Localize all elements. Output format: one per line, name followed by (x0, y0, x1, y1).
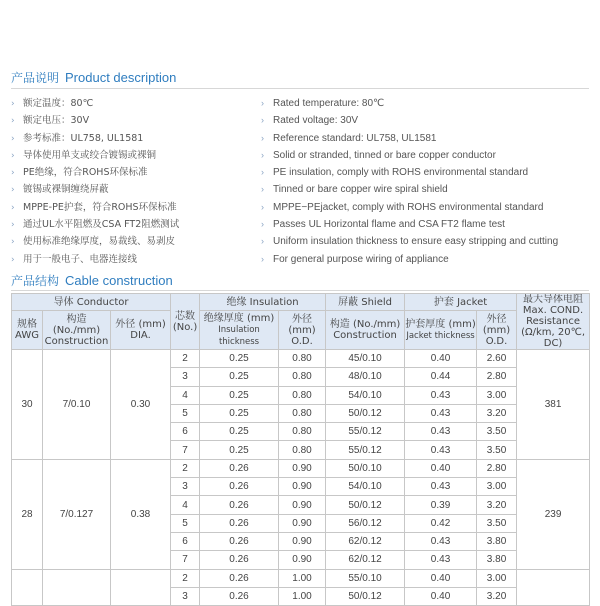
cell-jacket-thickness: 0.43 (405, 478, 477, 496)
cell-jacket-thickness: 0.40 (405, 569, 477, 587)
cell-insulation-od: 0.90 (279, 496, 326, 514)
list-item: › Rated temperature: 80℃ (261, 95, 558, 112)
cell-insulation-thickness: 0.26 (200, 587, 279, 605)
cell-awg (12, 569, 43, 606)
chevron-right-icon: › (11, 220, 15, 231)
header-cores: 芯数 (No.) (171, 294, 200, 350)
chevron-right-icon: › (261, 115, 264, 126)
list-item: › 用于一般电子、电器连接线 (11, 251, 179, 268)
cell-insulation-od: 0.80 (279, 404, 326, 422)
list-item: › Uniform insulation thickness to ensure easy stripping and cutting (261, 233, 558, 250)
list-item: › Reference standard: UL758, UL1581 (261, 130, 558, 147)
chevron-right-icon: › (261, 201, 264, 212)
list-item: › Tinned or bare copper wire spiral shield (261, 181, 558, 198)
cell-jacket-od: 3.80 (477, 551, 517, 569)
header-dia: 外径 (mm) DIA. (111, 311, 171, 350)
cell-shield-construction: 54/0.10 (326, 478, 405, 496)
cell-cores: 5 (171, 514, 200, 532)
cell-shield-construction: 54/0.10 (326, 386, 405, 404)
cell-cores: 7 (171, 441, 200, 459)
chevron-right-icon: › (11, 116, 15, 127)
cell-awg: 28 (12, 459, 43, 569)
list-item: › 通过UL水平阻燃及CSA FT2阻燃测试 (11, 216, 179, 233)
chevron-right-icon: › (261, 219, 264, 230)
chevron-right-icon: › (261, 167, 264, 178)
cell-jacket-od: 3.50 (477, 514, 517, 532)
cell-cores: 2 (171, 350, 200, 368)
cell-insulation-od: 0.90 (279, 478, 326, 496)
cell-jacket-thickness: 0.43 (405, 386, 477, 404)
table-row (12, 350, 590, 368)
chevron-right-icon: › (261, 98, 264, 108)
cell-cores: 3 (171, 368, 200, 386)
list-item: › For general purpose wiring of appliance (261, 251, 558, 268)
list-item: › 参考标准：UL758, UL1581 (11, 130, 179, 147)
cell-jacket-thickness: 0.40 (405, 587, 477, 605)
header-shield: 屏蔽 Shield (326, 294, 405, 311)
list-item: › 额定温度：80℃ (11, 95, 179, 112)
cell-insulation-od: 1.00 (279, 587, 326, 605)
cell-shield-construction: 50/0.12 (326, 587, 405, 605)
cell-dia: 0.30 (111, 350, 171, 460)
construction-table (11, 293, 590, 606)
list-item: › 镀锡或裸铜缠绕屏蔽 (11, 181, 179, 198)
cell-cores: 6 (171, 532, 200, 550)
list-item: › 导体使用单支或绞合镀锡或裸铜 (11, 147, 179, 164)
cell-shield-construction: 50/0.12 (326, 404, 405, 422)
table-subheader-row (12, 311, 590, 350)
cell-jacket-od: 2.80 (477, 459, 517, 477)
cell-insulation-od: 0.80 (279, 441, 326, 459)
cell-insulation-thickness: 0.25 (200, 350, 279, 368)
chevron-right-icon: › (11, 254, 15, 265)
construction-divider (11, 290, 589, 291)
table-body (12, 350, 590, 606)
header-shield-construction: 构造 (No./mm) Construction (326, 311, 405, 350)
cell-insulation-thickness: 0.26 (200, 459, 279, 477)
cell-jacket-thickness: 0.39 (405, 496, 477, 514)
cell-dia (111, 569, 171, 606)
list-item: › PE绝缘，符合ROHS环保标准 (11, 164, 179, 181)
cell-jacket-thickness: 0.43 (405, 404, 477, 422)
header-jacket-od: 外径 (mm) O.D. (477, 311, 517, 350)
cell-jacket-thickness: 0.43 (405, 532, 477, 550)
cell-jacket-od: 3.00 (477, 569, 517, 587)
cell-insulation-od: 0.80 (279, 386, 326, 404)
header-jacket: 护套 Jacket (405, 294, 517, 311)
list-item: › MPPE-PE护套，符合ROHS环保标准 (11, 199, 179, 216)
cell-shield-construction: 45/0.10 (326, 350, 405, 368)
cell-resistance (517, 569, 590, 606)
list-item: › Rated voltage: 30V (261, 112, 558, 129)
cell-insulation-od: 0.80 (279, 350, 326, 368)
header-jacket-thickness: 护套厚度 (mm) Jacket thickness (405, 311, 477, 350)
chevron-right-icon: › (261, 236, 264, 247)
cell-resistance: 239 (517, 459, 590, 569)
cell-insulation-thickness: 0.26 (200, 514, 279, 532)
cell-jacket-od: 2.80 (477, 368, 517, 386)
cell-construction: 7/0.10 (43, 350, 111, 460)
cell-insulation-od: 0.90 (279, 459, 326, 477)
cell-insulation-thickness: 0.25 (200, 423, 279, 441)
cell-cores: 5 (171, 404, 200, 422)
chevron-right-icon: › (11, 133, 15, 144)
cell-jacket-od: 3.20 (477, 587, 517, 605)
cell-jacket-od: 3.20 (477, 404, 517, 422)
cell-insulation-od: 0.80 (279, 423, 326, 441)
cell-insulation-thickness: 0.25 (200, 404, 279, 422)
chevron-right-icon: › (11, 150, 15, 161)
chevron-right-icon: › (261, 253, 264, 264)
cell-jacket-od: 3.00 (477, 478, 517, 496)
description-list-en (261, 95, 558, 268)
cell-jacket-thickness: 0.42 (405, 514, 477, 532)
cell-cores: 2 (171, 569, 200, 587)
cell-jacket-thickness: 0.43 (405, 441, 477, 459)
cell-cores: 3 (171, 587, 200, 605)
chevron-right-icon: › (11, 99, 15, 109)
cell-cores: 3 (171, 478, 200, 496)
cell-shield-construction: 50/0.10 (326, 459, 405, 477)
table-row (12, 459, 590, 477)
cell-shield-construction: 56/0.12 (326, 514, 405, 532)
cell-jacket-od: 3.00 (477, 386, 517, 404)
list-item: › 额定电压：30V (11, 112, 179, 129)
cell-insulation-od: 0.90 (279, 514, 326, 532)
cell-shield-construction: 55/0.12 (326, 441, 405, 459)
cell-insulation-thickness: 0.26 (200, 478, 279, 496)
description-title-en: Product description (65, 70, 177, 85)
construction-title (11, 272, 173, 289)
header-awg: 规格 AWG (12, 311, 43, 350)
cell-awg: 30 (12, 350, 43, 460)
description-title (11, 69, 176, 86)
construction-title-cn: 产品结构 (11, 274, 60, 288)
cell-jacket-thickness: 0.44 (405, 368, 477, 386)
cell-shield-construction: 50/0.12 (326, 496, 405, 514)
cell-insulation-od: 0.80 (279, 368, 326, 386)
header-resistance: 最大导体电阻 Max. COND. Resistance (Ω/km, 20℃, DC) (517, 294, 590, 350)
cell-insulation-thickness: 0.25 (200, 368, 279, 386)
cell-insulation-thickness: 0.26 (200, 551, 279, 569)
cell-jacket-thickness: 0.40 (405, 350, 477, 368)
cell-shield-construction: 62/0.12 (326, 532, 405, 550)
cell-jacket-od: 3.50 (477, 441, 517, 459)
cell-insulation-thickness: 0.25 (200, 441, 279, 459)
cell-jacket-thickness: 0.43 (405, 423, 477, 441)
chevron-right-icon: › (261, 184, 264, 195)
chevron-right-icon: › (11, 237, 15, 248)
description-title-cn: 产品说明 (11, 71, 60, 85)
cell-construction (43, 569, 111, 606)
cell-cores: 2 (171, 459, 200, 477)
description-list-cn (11, 95, 179, 268)
cell-resistance: 381 (517, 350, 590, 460)
cell-jacket-thickness: 0.40 (405, 459, 477, 477)
cell-insulation-thickness: 0.26 (200, 532, 279, 550)
cell-insulation-od: 0.90 (279, 551, 326, 569)
cell-construction: 7/0.127 (43, 459, 111, 569)
header-construction: 构造 (No./mm) Construction (43, 311, 111, 350)
table-header-row (12, 294, 590, 311)
cell-jacket-od: 3.80 (477, 532, 517, 550)
header-insulation-thickness: 绝缘厚度 (mm) Insulation thickness (200, 311, 279, 350)
list-item: › PE insulation, comply with ROHS environmental standard (261, 164, 558, 181)
cell-shield-construction: 62/0.12 (326, 551, 405, 569)
table-row (12, 569, 590, 587)
cell-shield-construction: 55/0.10 (326, 569, 405, 587)
header-insulation-od: 外径 (mm) O.D. (279, 311, 326, 350)
cell-insulation-thickness: 0.26 (200, 569, 279, 587)
cell-insulation-thickness: 0.25 (200, 386, 279, 404)
list-item: › Solid or stranded, tinned or bare copper conductor (261, 147, 558, 164)
construction-title-en: Cable construction (65, 273, 173, 288)
cell-insulation-od: 1.00 (279, 569, 326, 587)
list-item: › 使用标准绝缘厚度，易裁线、易剥皮 (11, 233, 179, 250)
list-item: › MPPE−PEjacket, comply with ROHS environmental standard (261, 199, 558, 216)
header-conductor: 导体 Conductor (12, 294, 171, 311)
chevron-right-icon: › (11, 202, 15, 213)
cell-cores: 6 (171, 423, 200, 441)
cell-jacket-od: 3.50 (477, 423, 517, 441)
list-item: › Passes UL Horizontal flame and CSA FT2 flame test (261, 216, 558, 233)
cell-cores: 4 (171, 496, 200, 514)
description-divider (11, 88, 589, 89)
header-insulation: 绝缘 Insulation (200, 294, 326, 311)
cell-shield-construction: 48/0.10 (326, 368, 405, 386)
cell-insulation-thickness: 0.26 (200, 496, 279, 514)
cell-dia: 0.38 (111, 459, 171, 569)
chevron-right-icon: › (261, 132, 264, 143)
cell-jacket-od: 2.60 (477, 350, 517, 368)
cell-jacket-od: 3.20 (477, 496, 517, 514)
chevron-right-icon: › (11, 168, 15, 179)
cell-cores: 4 (171, 386, 200, 404)
cell-cores: 7 (171, 551, 200, 569)
chevron-right-icon: › (261, 149, 264, 160)
cell-shield-construction: 55/0.12 (326, 423, 405, 441)
chevron-right-icon: › (11, 185, 15, 196)
cell-insulation-od: 0.90 (279, 532, 326, 550)
cell-jacket-thickness: 0.43 (405, 551, 477, 569)
